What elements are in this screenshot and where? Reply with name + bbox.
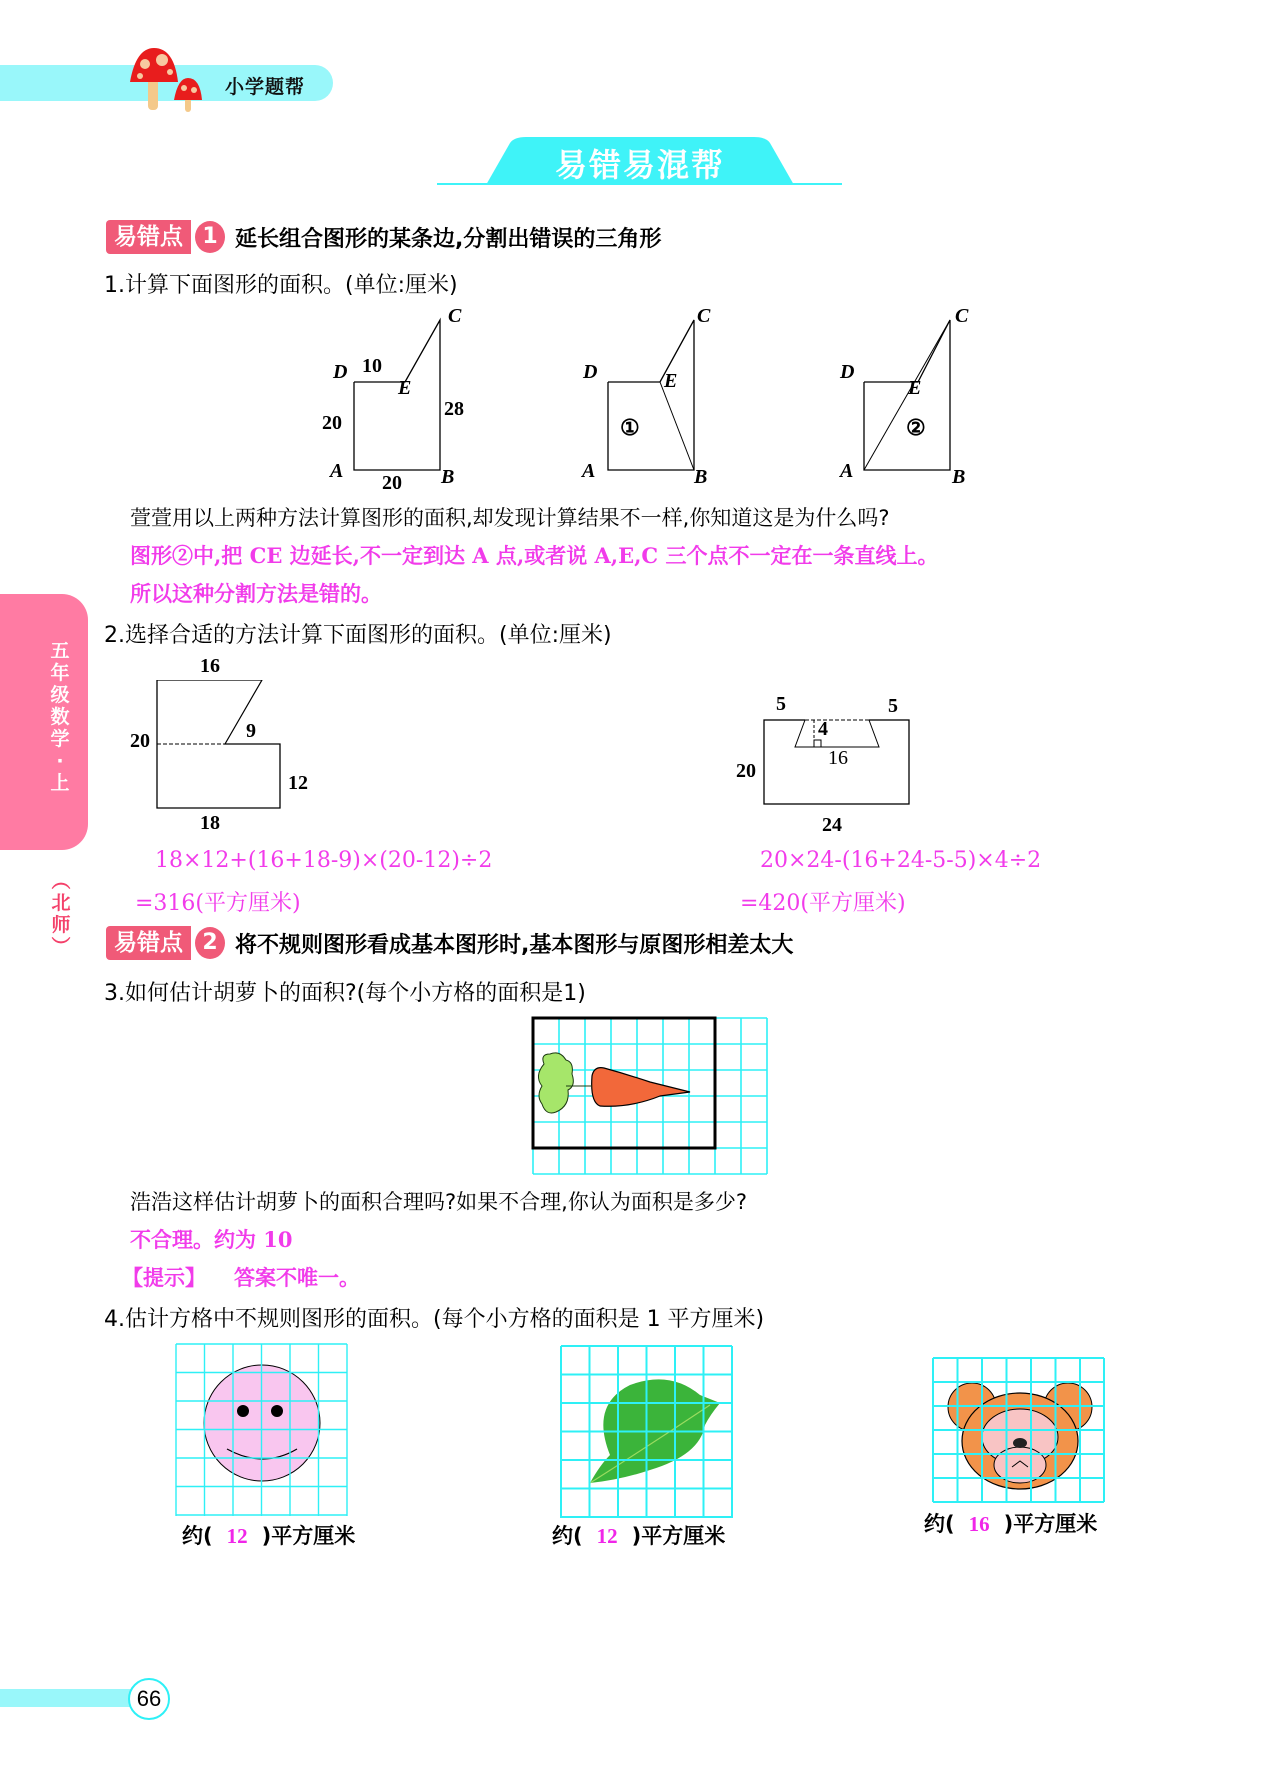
question-2: 2.选择合适的方法计算下面图形的面积。(单位:厘米) xyxy=(104,623,612,648)
estimate-value: 12 xyxy=(226,1524,248,1548)
error-title: 将不规则图形看成基本图形时,基本图形与原图形相差太大 xyxy=(235,932,794,958)
error-point-2-header xyxy=(106,926,793,960)
estimate-bear: 约( 16 )平方厘米 xyxy=(924,1512,1098,1536)
bear-grid xyxy=(932,1357,1106,1503)
grade-label: 五 年 级 数 学 · 上 xyxy=(50,640,70,794)
question-3: 3.如何估计胡萝卜的面积?(每个小方格的面积是1) xyxy=(104,981,586,1006)
figure-2a xyxy=(150,680,290,820)
answer-2b-line-2: =420(平方厘米) xyxy=(740,891,906,916)
leaf-grid xyxy=(560,1345,734,1519)
estimate-smiley: 约( 12 )平方厘米 xyxy=(182,1524,356,1548)
estimate-value: 12 xyxy=(596,1524,618,1548)
smiley-grid xyxy=(175,1343,349,1517)
footer-bar xyxy=(0,1689,140,1707)
answer-2a-line-1: 18×12+(16+18-9)×(20-12)÷2 xyxy=(155,848,493,873)
answer-1-line-2: 所以这种分割方法是错的。 xyxy=(130,581,382,606)
page-title: 易错易混帮 xyxy=(554,146,725,184)
error-title: 延长组合图形的某条边,分割出错误的三角形 xyxy=(235,226,662,252)
question-4: 4.估计方格中不规则图形的面积。(每个小方格的面积是 1 平方厘米) xyxy=(104,1307,765,1332)
error-number: 1 xyxy=(195,221,225,253)
brand-label: 小学题帮 xyxy=(225,76,306,98)
estimate-value: 16 xyxy=(968,1512,990,1536)
answer-1-line-1: 图形②中,把 CE 边延长,不一定到达 A 点,或者说 A,E,C 三个点不一定在一条直线上。 xyxy=(130,543,939,568)
question-1-prompt: 萱萱用以上两种方法计算图形的面积,却发现计算结果不一样,你知道这是为什么吗? xyxy=(130,506,890,530)
hint-text: 答案不唯一。 xyxy=(234,1265,360,1290)
question-3-prompt: 浩浩这样估计胡萝卜的面积合理吗?如果不合理,你认为面积是多少? xyxy=(130,1190,747,1214)
answer-3: 不合理。约为 10 xyxy=(130,1227,293,1252)
answer-2a-line-2: =316(平方厘米) xyxy=(135,891,301,916)
error-number: 2 xyxy=(195,927,225,959)
carrot-grid xyxy=(530,1016,770,1176)
question-1: 1.计算下面图形的面积。(单位:厘米) xyxy=(104,273,458,298)
error-point-1-header xyxy=(106,220,661,254)
estimate-leaf: 约( 12 )平方厘米 xyxy=(552,1524,726,1548)
hint-label: 【提示】 xyxy=(122,1265,206,1290)
page-number: 66 xyxy=(128,1678,170,1720)
grade-side-tab xyxy=(0,594,88,850)
publisher-label: ︵ 北 师 ︶ xyxy=(51,870,71,958)
mushroom-icon xyxy=(128,46,218,116)
answer-2b-line-1: 20×24-(16+24-5-5)×4÷2 xyxy=(760,848,1042,873)
error-tag: 易错点 xyxy=(106,926,191,960)
error-tag: 易错点 xyxy=(106,220,191,254)
